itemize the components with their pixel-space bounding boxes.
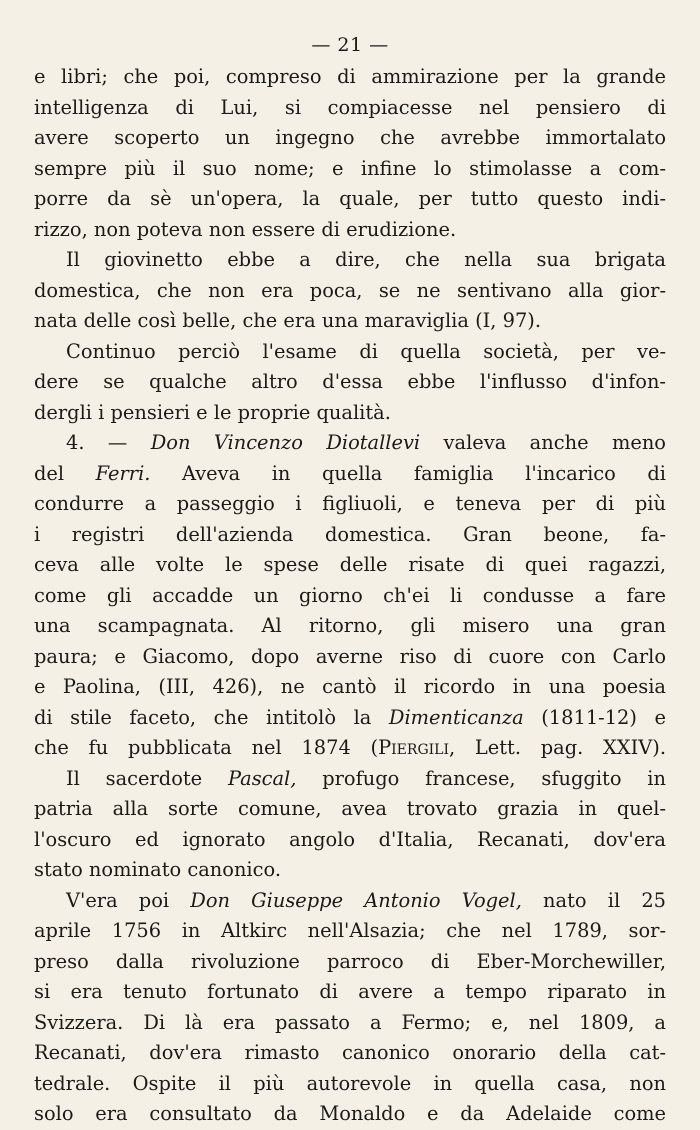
text-line: V'era poi Don Giuseppe Antonio Vogel, nato il 25 [66, 888, 666, 912]
text-line: che fu pubblicata nel 1874 (Piergili, Lett. pag. XXIV). [34, 736, 666, 759]
text-line: preso dalla rivoluzione parroco di Eber-Morchewiller, [34, 949, 666, 973]
text-line: domestica, che non era poca, se ne sentivano alla gior- [34, 278, 666, 302]
text-line: dergli i pensieri e le proprie qualità. [34, 400, 391, 424]
text-line: condurre a passeggio i figliuoli, e teneva per di più [34, 492, 666, 515]
text-line: aprile 1756 in Altkirc nell'Alsazia; che nel 1789, sor- [34, 919, 666, 942]
text-line: Continuo perciò l'esame di quella società, per ve- [66, 339, 666, 363]
text-line: e libri; che poi, compreso di ammirazione per la grande [34, 65, 666, 88]
text-line: tedrale. Ospite il più autorevole in quella casa, non [34, 1071, 666, 1095]
text-line: paura; e Giacomo, dopo averne riso di cuore con Carlo [34, 644, 666, 668]
text-line: patria alla sorte comune, avea trovato grazia in quel- [34, 797, 666, 820]
text-line: ceva alle volte le spese delle risate di quei ragazzi, [34, 553, 666, 576]
text-line: Il sacerdote Pascal, profugo francese, sfuggito in [66, 766, 666, 790]
text-line: e Paolina, (III, 426), ne cantò il ricordo in una poesia [34, 675, 666, 698]
text-line: una scampagnata. Al ritorno, gli misero una gran [34, 614, 666, 637]
page-number: — 21 — [311, 34, 389, 56]
text-line: sempre più il suo nome; e infine lo stimolasse a com- [34, 156, 666, 180]
text-line: intelligenza di Lui, si compiacesse nel pensiero di [34, 95, 666, 119]
text-line: come gli accadde un giorno ch'ei li condusse a fare [34, 583, 666, 607]
text-line: nata delle così belle, che era una maraviglia (I, 97). [34, 309, 542, 332]
text-line: Il giovinetto ebbe a dire, che nella sua brigata [66, 248, 666, 271]
text-line: del Ferri. Aveva in quella famiglia l'incarico di [34, 461, 666, 485]
text-line: si era tenuto fortunato di avere a tempo riparato in [34, 980, 666, 1003]
text-line: di stile faceto, che intitolò la Dimenticanza (1811-12) e [34, 705, 666, 729]
text-line: avere scoperto un ingegno che avrebbe immortalato [34, 126, 666, 149]
text-line: rizzo, non poteva non essere di erudizione. [34, 217, 457, 241]
text-line: i registri dell'azienda domestica. Gran beone, fa- [34, 522, 666, 546]
text-line: dere se qualche altro d'essa ebbe l'influsso d'infon- [34, 370, 666, 393]
text-line: l'oscuro ed ignorato angolo d'Italia, Recanati, dov'era [34, 827, 666, 851]
text-line: Svizzera. Di là era passato a Fermo; e, nel 1809, a [34, 1010, 666, 1034]
text-line: stato nominato canonico. [34, 858, 281, 881]
text-line: solo era consultato da Monaldo e da Adelaide come [34, 1102, 666, 1125]
text-line: porre da sè un'opera, la quale, per tutto questo indi- [34, 187, 666, 210]
body-text [34, 62, 666, 1130]
text-line: Recanati, dov'era rimasto canonico onorario della cat- [34, 1041, 666, 1064]
text-line: 4. — Don Vincenzo Diotallevi valeva anche meno [66, 431, 666, 454]
